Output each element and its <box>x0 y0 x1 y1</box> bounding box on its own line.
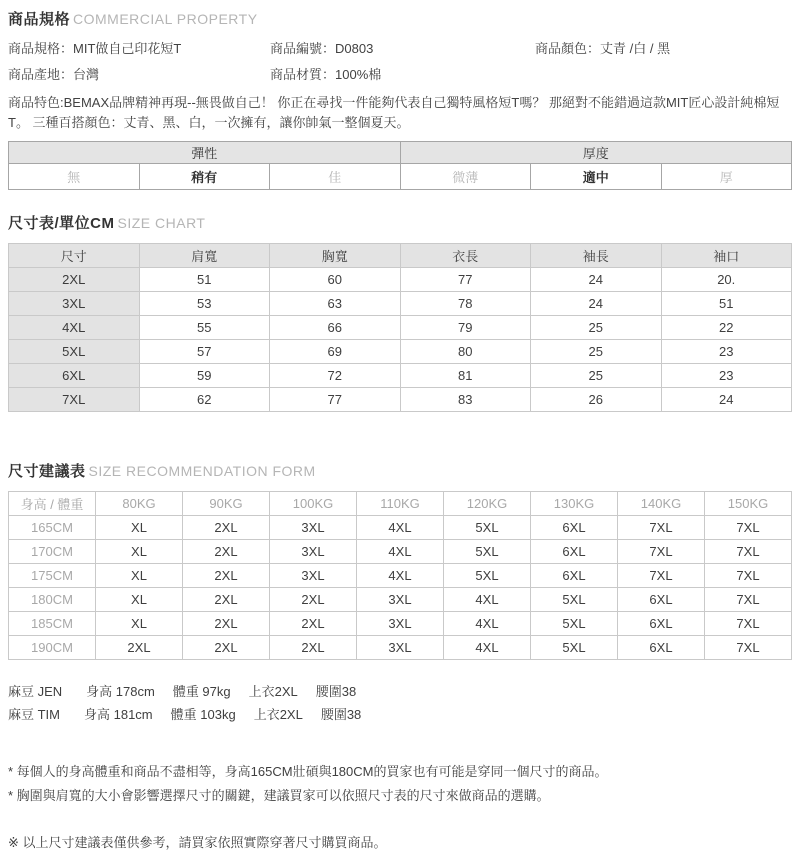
field-product-color <box>535 38 792 57</box>
section-title-en: SIZE RECOMMENDATION FORM <box>88 463 316 479</box>
data-cell: 57 <box>139 340 270 364</box>
data-cell: 62 <box>139 388 270 412</box>
data-cell: 3XL <box>270 540 357 564</box>
field-product-name <box>8 38 270 57</box>
note-line: * 胸圍與肩寬的大小會影響選擇尺寸的關鍵，建議買家可以依照尺寸表的尺寸來做商品的選購。 <box>8 788 550 803</box>
data-cell: 22 <box>661 316 792 340</box>
data-cell: 25 <box>531 340 662 364</box>
data-cell: 4XL <box>444 588 531 612</box>
field-value: MIT做自己印花短T <box>73 41 182 56</box>
data-cell: 24 <box>531 268 662 292</box>
header-row <box>9 244 792 268</box>
data-cell: 72 <box>270 364 401 388</box>
field-label: 商品材質 <box>270 67 323 82</box>
data-cell: 4XL <box>444 612 531 636</box>
data-cell: 77 <box>270 388 401 412</box>
data-cell: 59 <box>139 364 270 388</box>
row-header-cell: 7XL <box>9 388 140 412</box>
field-label: 商品規格 <box>8 41 61 56</box>
size-disclaimer: ※ 以上尺寸建議表僅供參考，請買家依照實際穿著尺寸購買商品。 <box>8 835 387 850</box>
section-title-product-spec <box>8 8 792 29</box>
row-header-cell: 175CM <box>9 564 96 588</box>
data-cell: 5XL <box>444 540 531 564</box>
field-label: 商品顏色 <box>535 41 588 56</box>
section-title-en: SIZE CHART <box>117 215 206 231</box>
data-cell: 6XL <box>531 516 618 540</box>
model-name: 麻豆 JEN <box>8 684 63 699</box>
data-cell: 3XL <box>270 564 357 588</box>
field-label: 商品產地 <box>8 67 61 82</box>
data-cell: 23 <box>661 364 792 388</box>
column-header: 140KG <box>618 492 705 516</box>
data-cell: 24 <box>531 292 662 316</box>
attr-group-elasticity: 彈性 <box>9 142 401 164</box>
data-cell: 2XL <box>183 564 270 588</box>
attr-option: 佳 <box>270 164 401 190</box>
row-header-cell: 185CM <box>9 612 96 636</box>
row-header-cell: 4XL <box>9 316 140 340</box>
data-cell: 7XL <box>705 636 792 660</box>
column-header: 袖長 <box>531 244 662 268</box>
data-cell: 7XL <box>705 612 792 636</box>
data-cell: 4XL <box>357 516 444 540</box>
data-cell: XL <box>96 612 183 636</box>
data-cell: 3XL <box>357 636 444 660</box>
data-cell: 23 <box>661 340 792 364</box>
table-row <box>9 292 792 316</box>
elasticity-thickness-table <box>8 141 792 190</box>
data-cell: 25 <box>531 364 662 388</box>
data-cell: 69 <box>270 340 401 364</box>
attr-header-row <box>9 142 792 164</box>
data-cell: 66 <box>270 316 401 340</box>
field-label: 商品編號 <box>270 41 323 56</box>
field-value: 台灣 <box>73 67 100 82</box>
model-height: 身高 181cm <box>84 707 153 722</box>
row-header-cell: 180CM <box>9 588 96 612</box>
data-cell: XL <box>96 540 183 564</box>
model-line <box>8 703 792 726</box>
size-chart-table <box>8 243 792 412</box>
attr-option: 微薄 <box>400 164 531 190</box>
data-cell: 20. <box>661 268 792 292</box>
data-cell: 51 <box>661 292 792 316</box>
attr-value-row <box>9 164 792 190</box>
data-cell: 4XL <box>357 540 444 564</box>
data-cell: 2XL <box>183 636 270 660</box>
size-recommendation-table <box>8 491 792 660</box>
row-header-cell: 170CM <box>9 540 96 564</box>
column-header: 130KG <box>531 492 618 516</box>
data-cell: 6XL <box>531 540 618 564</box>
column-header: 100KG <box>270 492 357 516</box>
model-name: 麻豆 TIM <box>8 707 60 722</box>
column-header: 胸寬 <box>270 244 401 268</box>
column-header: 90KG <box>183 492 270 516</box>
data-cell: 63 <box>270 292 401 316</box>
data-cell: 25 <box>531 316 662 340</box>
data-cell: 2XL <box>183 516 270 540</box>
data-cell: 2XL <box>183 588 270 612</box>
model-waist: 腰圍38 <box>320 707 362 722</box>
data-cell: 6XL <box>618 636 705 660</box>
model-height: 身高 178cm <box>86 684 155 699</box>
data-cell: 55 <box>139 316 270 340</box>
data-cell: 3XL <box>357 612 444 636</box>
data-cell: 6XL <box>531 564 618 588</box>
data-cell: 80 <box>400 340 531 364</box>
data-cell: 2XL <box>270 636 357 660</box>
header-row <box>9 492 792 516</box>
data-cell: 7XL <box>705 564 792 588</box>
table-row <box>9 340 792 364</box>
data-cell: XL <box>96 588 183 612</box>
model-weight: 體重 97kg <box>172 684 231 699</box>
data-cell: 5XL <box>531 612 618 636</box>
data-cell: 4XL <box>444 636 531 660</box>
section-title-zh: 尺寸表/單位CM <box>8 215 115 232</box>
table-row <box>9 268 792 292</box>
attr-option: 厚 <box>661 164 792 190</box>
data-cell: 2XL <box>183 540 270 564</box>
data-cell: 5XL <box>444 564 531 588</box>
data-cell: 2XL <box>270 612 357 636</box>
data-cell: 60 <box>270 268 401 292</box>
table-row <box>9 612 792 636</box>
data-cell: XL <box>96 564 183 588</box>
column-header: 150KG <box>705 492 792 516</box>
data-cell: XL <box>96 516 183 540</box>
field-value: 100%棉 <box>335 67 382 82</box>
field-product-code <box>270 38 535 57</box>
section-title-zh: 商品規格 <box>8 11 71 28</box>
row-header-cell: 190CM <box>9 636 96 660</box>
model-top-size: 上衣2XL <box>253 707 303 722</box>
data-cell: 79 <box>400 316 531 340</box>
model-waist: 腰圍38 <box>315 684 357 699</box>
data-cell: 7XL <box>705 588 792 612</box>
model-info <box>8 680 792 726</box>
data-cell: 5XL <box>531 588 618 612</box>
data-cell: 2XL <box>183 612 270 636</box>
attr-option: 無 <box>9 164 140 190</box>
data-cell: 78 <box>400 292 531 316</box>
table-row <box>9 636 792 660</box>
data-cell: 2XL <box>270 588 357 612</box>
table-row <box>9 316 792 340</box>
data-cell: 51 <box>139 268 270 292</box>
section-title-size-chart <box>8 212 792 233</box>
data-cell: 7XL <box>618 516 705 540</box>
field-separator: ： <box>587 41 601 56</box>
row-header-cell: 5XL <box>9 340 140 364</box>
data-cell: 7XL <box>618 540 705 564</box>
data-cell: 26 <box>531 388 662 412</box>
size-notes <box>8 760 792 808</box>
column-header: 衣長 <box>400 244 531 268</box>
column-header: 身高 / 體重 <box>9 492 96 516</box>
row-header-cell: 165CM <box>9 516 96 540</box>
data-cell: 77 <box>400 268 531 292</box>
field-separator: ： <box>322 41 336 56</box>
table-row <box>9 388 792 412</box>
data-cell: 53 <box>139 292 270 316</box>
model-weight: 體重 103kg <box>170 707 236 722</box>
field-separator: ： <box>60 67 74 82</box>
table-row <box>9 588 792 612</box>
column-header: 尺寸 <box>9 244 140 268</box>
data-cell: 7XL <box>705 516 792 540</box>
column-header: 肩寬 <box>139 244 270 268</box>
section-title-zh: 尺寸建議表 <box>8 463 86 480</box>
data-cell: 5XL <box>444 516 531 540</box>
data-cell: 2XL <box>96 636 183 660</box>
product-info-grid <box>8 38 792 83</box>
field-product-material <box>270 64 535 83</box>
field-value: D0803 <box>335 41 374 56</box>
model-top-size: 上衣2XL <box>248 684 298 699</box>
table-row <box>9 564 792 588</box>
data-cell: 83 <box>400 388 531 412</box>
attr-group-thickness: 厚度 <box>400 142 792 164</box>
column-header: 80KG <box>96 492 183 516</box>
field-value: 丈青 /白 / 黑 <box>600 41 671 56</box>
data-cell: 3XL <box>357 588 444 612</box>
section-title-size-recommendation <box>8 460 792 481</box>
product-feature-text: 商品特色:BEMAX品牌精神再現--無畏做自己！ 你正在尋找一件能夠代表自己獨特風格短T嗎？ 那絕對不能錯過這款MIT匠心設計純棉短T。 三種百搭顏色：丈青、黑、白，一次擁有，讓你帥氣一整個夏天。 <box>8 95 780 130</box>
data-cell: 7XL <box>705 540 792 564</box>
section-title-en: COMMERCIAL PROPERTY <box>73 11 258 27</box>
data-cell: 81 <box>400 364 531 388</box>
field-product-origin <box>8 64 270 83</box>
data-cell: 7XL <box>618 564 705 588</box>
table-row <box>9 364 792 388</box>
data-cell: 5XL <box>531 636 618 660</box>
data-cell: 6XL <box>618 588 705 612</box>
field-separator: ： <box>322 67 336 82</box>
data-cell: 3XL <box>270 516 357 540</box>
attr-option-selected: 稍有 <box>139 164 270 190</box>
field-separator: ： <box>60 41 74 56</box>
row-header-cell: 2XL <box>9 268 140 292</box>
data-cell: 4XL <box>357 564 444 588</box>
column-header: 120KG <box>444 492 531 516</box>
data-cell: 6XL <box>618 612 705 636</box>
note-line: * 每個人的身高體重和商品不盡相等，身高165CM壯碩與180CM的買家也有可能是穿同一個尺寸的商品。 <box>8 764 608 779</box>
table-row <box>9 516 792 540</box>
column-header: 袖口 <box>661 244 792 268</box>
column-header: 110KG <box>357 492 444 516</box>
model-line <box>8 680 792 703</box>
data-cell: 24 <box>661 388 792 412</box>
row-header-cell: 6XL <box>9 364 140 388</box>
attr-option-selected: 適中 <box>531 164 662 190</box>
table-row <box>9 540 792 564</box>
row-header-cell: 3XL <box>9 292 140 316</box>
